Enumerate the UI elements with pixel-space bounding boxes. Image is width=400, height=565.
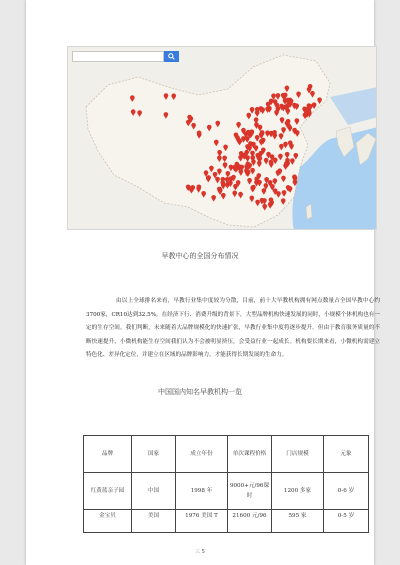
header-country: 国家 xyxy=(132,436,176,473)
header-stores: 门店规模 xyxy=(272,436,324,473)
map-caption: 早教中心的全国分布情况 xyxy=(161,252,239,260)
header-founded: 成立年份 xyxy=(176,436,228,473)
search-icon xyxy=(168,53,175,60)
map-canvas xyxy=(68,47,377,230)
china-distribution-map[interactable] xyxy=(67,46,377,230)
page-number: 三 5 xyxy=(195,549,205,555)
analysis-paragraph xyxy=(86,295,380,363)
header-age: 元象 xyxy=(324,436,369,473)
cell-age: 0-5 岁 xyxy=(324,510,369,533)
map-search-bar xyxy=(72,51,179,62)
table-title: 中国国内知名早教机构一览 xyxy=(158,388,242,396)
cell-founded: 1976 美国 T xyxy=(176,510,228,533)
table-row xyxy=(84,473,369,510)
cell-brand: 金宝贝 xyxy=(84,510,132,533)
header-price: 单次课程价格 xyxy=(228,436,272,473)
cell-price: 21600 元/96 xyxy=(228,510,272,533)
cell-country: 中国 xyxy=(132,473,176,510)
map-search-button[interactable] xyxy=(164,51,179,62)
cell-brand: 红黄蓝亲子园 xyxy=(84,473,132,510)
document-page xyxy=(26,0,380,565)
header-brand: 品牌 xyxy=(84,436,132,473)
cell-founded: 1998 年 xyxy=(176,473,228,510)
cell-price: 9000+元/96课时 xyxy=(228,473,272,510)
table-header-row xyxy=(84,436,369,473)
paragraph-text: 由以上全球排名来看，早教行业集中度较为分散，目前，前十大早教机构拥有网点数量占全国早教中心约3700家，CR10达到32.5%。在经济下行、消费升级的背景下，大型品牌机构快速发展的同时，小规模个体机构也有一定的生存空间。我们判断，未来随着大品牌规模化的快速扩张，早教行业集中度将逐步提升。但由于教育服务质量的不断快速提升，小微机构能生存空间我们认为不会被明显挤压，会受益行业一起成长。机构要长期来看，小微机构需建立特色化、差异化定位，并建立在区域的品牌影响力，才能获得长期发展的生命力。 xyxy=(86,298,380,359)
brand-table xyxy=(83,435,369,533)
cell-age: 0-6 岁 xyxy=(324,473,369,510)
cell-stores: 1200 多家 xyxy=(272,473,324,510)
cell-stores: 595 家 xyxy=(272,510,324,533)
table-row xyxy=(84,510,369,533)
map-search-input[interactable] xyxy=(72,51,164,62)
cell-country: 美国 xyxy=(132,510,176,533)
